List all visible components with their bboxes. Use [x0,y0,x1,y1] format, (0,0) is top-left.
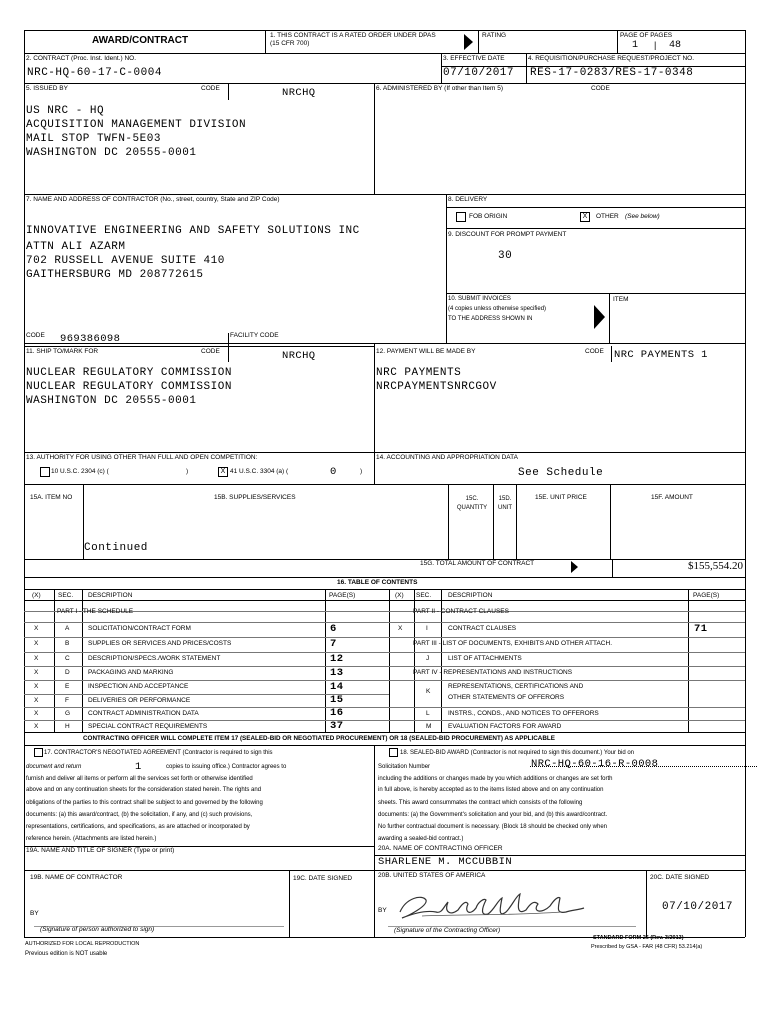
previous-edition: Previous edition is NOT usable [25,951,108,957]
col-amount: 15F. AMOUNT [651,494,693,501]
toc-sec: H [65,723,70,730]
item18-body: awarding a sealed-bid contract.) [378,836,464,842]
authorized-reproduction: AUTHORIZED FOR LOCAL REPRODUCTION [25,941,140,947]
col-unit-price: 15E. UNIT PRICE [535,494,587,501]
form-title: AWARD/CONTRACT [92,35,189,46]
contractor-name-label: 19B. NAME OF CONTRACTOR [30,874,123,881]
effective-date-label: 3. EFFECTIVE DATE [443,55,505,62]
toc-pages: 7 [330,638,337,650]
issued-code-label: CODE [201,85,220,92]
toc-sec: D [65,669,70,676]
arrow-right-icon [594,305,605,329]
toc-sec: J [426,655,430,662]
ship-to-line: NUCLEAR REGULATORY COMMISSION [26,381,232,393]
usc-2304-close: ) [186,468,189,475]
toc-desc: DESCRIPTION/SPECS./WORK STATEMENT [88,655,221,662]
toc-desc: EVALUATION FACTORS FOR AWARD [448,723,562,730]
ship-to-label: 11. SHIP TO/MARK FOR [26,348,99,355]
page-separator: | [654,40,657,50]
item17-body: furnish and deliver all items or perform all the services set forth or otherwise identified [26,776,253,782]
co-by-label: BY [378,907,387,914]
page-number: 1 [632,40,639,51]
co-signature-caption: (Signature of the Contracting Officer) [394,927,501,934]
toc-desc: LIST OF ATTACHMENTS [448,655,522,662]
contract-no-label: 2. CONTRACT (Proc. Inst. Ident.) NO. [26,55,137,62]
co-date-signed: 07/10/2017 [662,901,734,913]
item18-body: including the additions or changes made by you which additions or changes are set forth [378,776,613,782]
toc-desc: CONTRACT ADMINISTRATION DATA [88,710,199,717]
administered-code-label: CODE [591,85,610,92]
contractor-code: 969386098 [60,333,121,345]
item18-body: sheets. This award consummates the contract which consists of the following [378,800,583,806]
effective-date: 07/10/2017 [443,67,515,79]
submit-invoices-address: TO THE ADDRESS SHOWN IN [448,316,533,322]
item17-body: obligations of the parties to this contract shall be subject to and governed by the following [26,800,263,806]
usc-3304-value: 0 [330,466,337,478]
toc-x: X [34,669,39,676]
toc-pages: 6 [330,623,337,635]
ship-code-label: CODE [201,348,220,355]
item18-body: in full above, is hereby accepted as to the items listed above and on any continuation [378,787,604,793]
toc-x: X [34,625,39,632]
col-supplies: 15B. SUPPLIES/SERVICES [214,494,296,501]
requisition-label: 4. REQUISITION/PURCHASE REQUEST/PROJECT NO. [528,55,695,62]
issued-by-line: US NRC - HQ [26,105,105,117]
submit-invoices-copies: (4 copies unless otherwise specified) [448,306,547,312]
prescribed-by: Prescribed by GSA - FAR (48 CFR) 53.214(a) [591,944,703,950]
toc-sec: E [65,683,70,690]
accounting-value: See Schedule [518,467,604,479]
item18-title: 18. SEALED-BID AWARD (Contractor is not required to sign this document.) Your bid on [400,750,634,756]
toc-desc: SUPPLIES OR SERVICES AND PRICES/COSTS [88,640,232,647]
toc-pages: 14 [330,681,344,693]
contractor-by-label: BY [30,910,39,917]
toc-x: X [34,697,39,704]
item17-body: documents: (a) this award/contract, (b) the solicitation, if any, and (c) such provisions, [26,812,253,818]
signer-name-label: 19A. NAME AND TITLE OF SIGNER (Type or print) [26,847,175,854]
toc-desc: CONTRACT CLAUSES [448,625,517,632]
rated-order-label: 1. THIS CONTRACT IS A RATED ORDER UNDER DPAS (15 CFR 700) [270,32,436,47]
page-of-pages-label: PAGE OF PAGES [620,32,673,39]
requisition-no: RES-17-0283/RES-17-0348 [530,67,694,79]
col-quantity: 15C. QUANTITY [456,496,488,511]
solicitation-number: NRC-HQ-60-16-R-0008 [531,758,659,770]
contractor-label: 7. NAME AND ADDRESS OF CONTRACTOR (No., street, country, State and ZIP Code) [26,196,280,203]
other-checkbox[interactable]: X [580,212,590,222]
toc-desc: OTHER STATEMENTS OF OFFERORS [448,694,565,701]
toc-desc: DELIVERIES OR PERFORMANCE [88,697,191,704]
toc-sec: A [65,625,70,632]
toc-desc: REPRESENTATIONS, CERTIFICATIONS AND [448,683,584,690]
toc-sec: B [65,640,70,647]
total-label: 15G. TOTAL AMOUNT OF CONTRACT [420,560,535,567]
toc-x: X [34,655,39,662]
toc-hdr-sec: SEC. [58,592,74,599]
item17-return: document and return [26,764,82,770]
toc-pages: 12 [330,653,344,665]
ship-code: NRCHQ [282,350,316,362]
toc-part-2: PART II - CONTRACT CLAUSES [413,608,509,615]
toc-sec: F [65,697,69,704]
usc-3304-checkbox[interactable]: X [218,467,228,477]
toc-hdr-desc: DESCRIPTION [448,592,493,599]
toc-x: X [34,683,39,690]
usc-2304-label: 10 U.S.C. 2304 (c) ( [51,468,109,475]
toc-hdr-pages: PAGE(S) [693,592,720,599]
contract-no: NRC-HQ-60-17-C-0004 [27,67,162,79]
toc-x: X [398,625,403,632]
toc-desc: SOLICITATION/CONTRACT FORM [88,625,191,632]
contractor-line: ATTN ALI AZARM [26,241,126,253]
toc-title: 16. TABLE OF CONTENTS [337,579,418,586]
facility-code-label: FACILITY CODE [230,332,279,339]
co-name-label: 20A. NAME OF CONTRACTING OFFICER [378,845,503,852]
accounting-label: 14. ACCOUNTING AND APPROPRIATION DATA [376,454,518,461]
arrow-right-icon [464,34,473,50]
issued-code: NRCHQ [282,87,316,99]
toc-part-3: PART III - LIST OF DOCUMENTS, EXHIBITS AND OTHER ATTACH. [413,640,612,647]
contractor-line: GAITHERSBURG MD 208772615 [26,269,204,281]
contractor-line: INNOVATIVE ENGINEERING AND SAFETY SOLUTIONS INC [26,225,360,237]
contractor-signature-caption: (Signature of person authorized to sign) [40,926,155,933]
item17-body: above and on any continuation sheets for the consideration stated herein. The rights and [26,787,262,793]
toc-hdr-sec: SEC. [416,592,432,599]
standard-form: STANDARD FORM 26 (Rev. 3/2013) [593,935,684,941]
item17-agrees: copies to issuing office.) Contractor agrees to [166,764,287,770]
payment-label: 12. PAYMENT WILL BE MADE BY [376,348,476,355]
toc-hdr-desc: DESCRIPTION [88,592,133,599]
usc-2304-checkbox[interactable] [40,467,50,477]
toc-sec: M [426,723,432,730]
see-below-note: (See below) [625,213,660,220]
toc-x: X [34,640,39,647]
toc-pages: 16 [330,707,344,719]
toc-hdr-x: (X) [395,592,404,599]
toc-pages: 37 [330,720,344,732]
issued-by-line: WASHINGTON DC 20555-0001 [26,147,197,159]
payment-line: NRC PAYMENTS [376,367,462,379]
solicitation-label: Solicitation Number [378,764,431,770]
toc-desc: SPECIAL CONTRACT REQUIREMENTS [88,723,208,730]
contractor-code-label: CODE [26,332,45,339]
total-amount: $155,554.20 [688,560,743,572]
fob-origin-label: FOB ORIGIN [469,213,508,220]
discount-label: 9. DISCOUNT FOR PROMPT PAYMENT [448,231,567,238]
col-item-no: 15A. ITEM NO [30,494,73,501]
payment-line: NRCPAYMENTSNRCGOV [376,381,497,393]
co-banner: CONTRACTING OFFICER WILL COMPLETE ITEM 17 (SEALED-BID OR NEGOTIATED PROCUREMENT) OR 18 (SEALED-BID PROCUREMENT) AS APPLICABLE [83,735,555,742]
contractor-line: 702 RUSSELL AVENUE SUITE 410 [26,255,225,267]
delivery-label: 8. DELIVERY [448,196,488,203]
arrow-right-icon [571,561,578,573]
toc-hdr-pages: PAGE(S) [329,592,356,599]
item17-copies: 1 [135,761,142,773]
contractor-date-label: 19C. DATE SIGNED [293,875,353,882]
administered-by-label: 6. ADMINISTERED BY (If other than Item 5) [376,85,504,92]
toc-sec: K [426,688,431,695]
item-label: ITEM [613,296,629,303]
other-label: OTHER [596,213,619,220]
item17-body: representations, certifications, and specifications, as are attached or incorporated by [26,824,250,830]
toc-sec: C [65,655,70,662]
rating-label: RATING [482,32,507,39]
toc-sec: L [426,710,430,717]
item18-body: documents: (a) the Government's solicitation and your bid, and (b) this award/contract. [378,812,608,818]
toc-sec: G [65,710,71,717]
authority-label: 13. AUTHORITY FOR USING OTHER THAN FULL AND OPEN COMPETITION: [26,454,258,461]
item17-title: 17. CONTRACTOR'S NEGOTIATED AGREEMENT (Contractor is required to sign this [44,750,273,756]
co-name: SHARLENE M. MCCUBBIN [378,856,513,868]
payment-code: NRC PAYMENTS 1 [614,349,708,361]
toc-pages: 71 [694,623,708,635]
toc-hdr-x: (X) [32,592,41,599]
toc-pages: 13 [330,667,344,679]
ship-to-line: NUCLEAR REGULATORY COMMISSION [26,367,232,379]
item18-body: No further contractual document is necessary. (Block 18 should be checked only when [378,824,608,830]
co-date-label: 20C. DATE SIGNED [650,874,710,881]
submit-invoices-label: 10. SUBMIT INVOICES [448,296,511,302]
toc-x: X [34,723,39,730]
usa-label: 20B. UNITED STATES OF AMERICA [378,872,486,879]
toc-pages: 15 [330,694,344,706]
discount-value: 30 [498,250,513,262]
payment-code-label: CODE [585,348,604,355]
issued-by-line: ACQUISITION MANAGEMENT DIVISION [26,119,247,131]
page-count: 48 [669,40,682,51]
co-signature [392,890,592,926]
toc-desc: INSTRS., CONDS., AND NOTICES TO OFFERORS [448,710,599,717]
fob-origin-checkbox[interactable] [456,212,466,222]
toc-x: X [34,710,39,717]
issued-by-label: 5. ISSUED BY [26,85,68,92]
usc-3304-close: ) [360,468,363,475]
toc-sec: I [426,625,428,632]
toc-desc: INSPECTION AND ACCEPTANCE [88,683,189,690]
issued-by-line: MAIL STOP TWFN-5E03 [26,133,161,145]
toc-desc: PACKAGING AND MARKING [88,669,174,676]
usc-3304-label: 41 U.S.C. 3304 (a) ( [230,468,289,475]
toc-part-1: PART I - THE SCHEDULE [57,608,134,615]
continued-text: Continued [84,542,148,554]
item17-body: reference herein. (Attachments are listed herein.) [26,836,157,842]
toc-part-4: PART IV - REPRESENTATIONS AND INSTRUCTIONS [413,669,573,676]
ship-to-line: WASHINGTON DC 20555-0001 [26,395,197,407]
col-unit: 15D. UNIT [498,496,512,511]
